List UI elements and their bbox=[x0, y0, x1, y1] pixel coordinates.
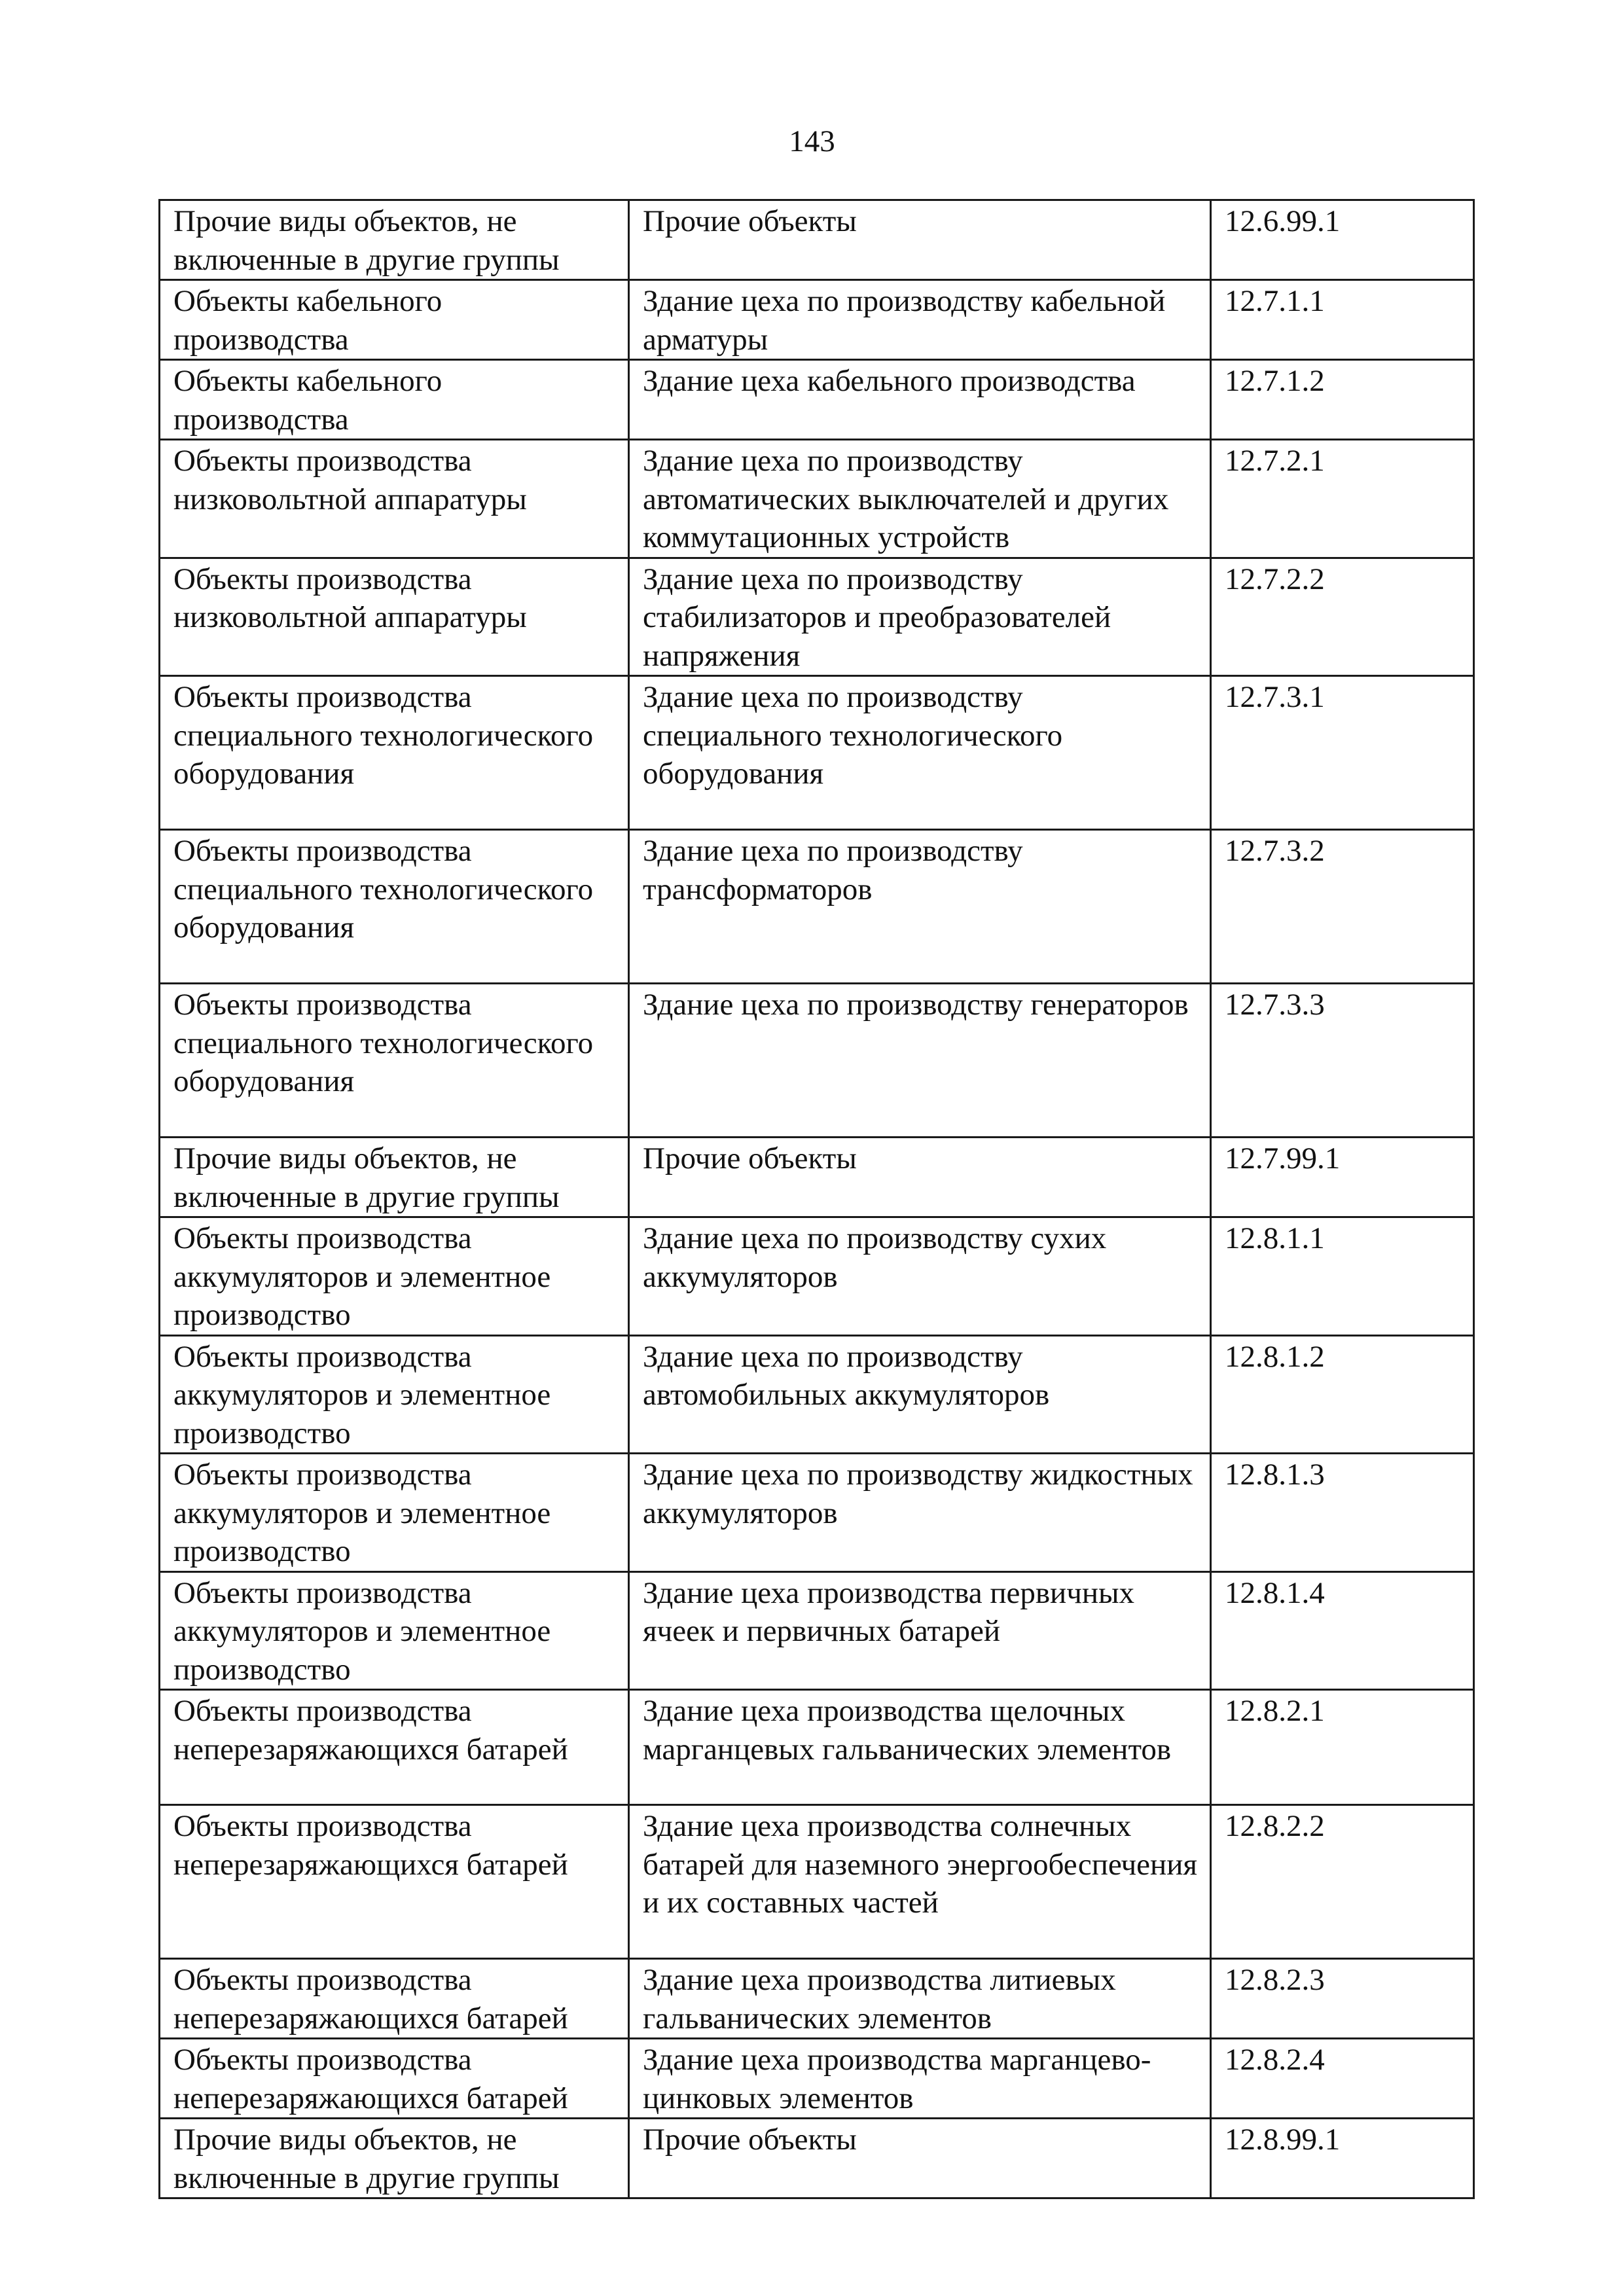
category-cell: Объекты производства неперезаряжающихся батарей bbox=[160, 1805, 629, 1959]
code-cell: 12.8.2.3 bbox=[1211, 1959, 1474, 2039]
code-cell: 12.8.99.1 bbox=[1211, 2119, 1474, 2198]
category-cell: Объекты производства низковольтной аппаратуры bbox=[160, 558, 629, 676]
code-cell: 12.8.1.2 bbox=[1211, 1335, 1474, 1454]
objects-table bbox=[158, 199, 1475, 2199]
category-cell: Объекты производства неперезаряжающихся батарей bbox=[160, 2039, 629, 2119]
table-row bbox=[160, 2119, 1474, 2198]
code-cell: 12.7.2.2 bbox=[1211, 558, 1474, 676]
object-cell: Здание цеха по производству жидкостных аккумуляторов bbox=[629, 1454, 1211, 1572]
category-cell: Объекты производства неперезаряжающихся батарей bbox=[160, 1690, 629, 1805]
table-row bbox=[160, 1454, 1474, 1572]
object-cell: Здание цеха производства солнечных батарей для наземного энергообеспечения и их составных частей bbox=[629, 1805, 1211, 1959]
table-row bbox=[160, 360, 1474, 440]
object-cell: Здание цеха кабельного производства bbox=[629, 360, 1211, 440]
code-cell: 12.6.99.1 bbox=[1211, 200, 1474, 280]
object-cell: Прочие объекты bbox=[629, 200, 1211, 280]
object-cell: Здание цеха производства щелочных марганцевых гальванических элементов bbox=[629, 1690, 1211, 1805]
object-cell: Здание цеха по производству генераторов bbox=[629, 984, 1211, 1138]
code-cell: 12.7.2.1 bbox=[1211, 440, 1474, 558]
category-cell: Объекты производства аккумуляторов и элементное производство bbox=[160, 1217, 629, 1336]
table-row bbox=[160, 1138, 1474, 1217]
code-cell: 12.7.1.1 bbox=[1211, 280, 1474, 360]
table-row bbox=[160, 2039, 1474, 2119]
category-cell: Прочие виды объектов, не включенные в другие группы bbox=[160, 2119, 629, 2198]
code-cell: 12.8.2.4 bbox=[1211, 2039, 1474, 2119]
category-cell: Объекты производства специального технологического оборудования bbox=[160, 984, 629, 1138]
object-cell: Прочие объекты bbox=[629, 2119, 1211, 2198]
category-cell: Прочие виды объектов, не включенные в другие группы bbox=[160, 1138, 629, 1217]
category-cell: Объекты производства специального технологического оборудования bbox=[160, 830, 629, 984]
table-row bbox=[160, 1959, 1474, 2039]
category-cell: Объекты производства неперезаряжающихся батарей bbox=[160, 1959, 629, 2039]
object-cell: Здание цеха производства марганцево-цинковых элементов bbox=[629, 2039, 1211, 2119]
category-cell: Объекты производства специального технологического оборудования bbox=[160, 676, 629, 830]
object-cell: Здание цеха по производству сухих аккумуляторов bbox=[629, 1217, 1211, 1336]
object-cell: Здание цеха производства литиевых гальванических элементов bbox=[629, 1959, 1211, 2039]
category-cell: Объекты кабельного производства bbox=[160, 280, 629, 360]
category-cell: Объекты производства низковольтной аппаратуры bbox=[160, 440, 629, 558]
table-row bbox=[160, 1805, 1474, 1959]
category-cell: Объекты кабельного производства bbox=[160, 360, 629, 440]
table-row bbox=[160, 1571, 1474, 1690]
code-cell: 12.8.2.2 bbox=[1211, 1805, 1474, 1959]
category-cell: Объекты производства аккумуляторов и элементное производство bbox=[160, 1335, 629, 1454]
code-cell: 12.7.1.2 bbox=[1211, 360, 1474, 440]
table-row bbox=[160, 1217, 1474, 1336]
code-cell: 12.8.1.4 bbox=[1211, 1571, 1474, 1690]
code-cell: 12.8.2.1 bbox=[1211, 1690, 1474, 1805]
table-row bbox=[160, 676, 1474, 830]
table-row bbox=[160, 558, 1474, 676]
code-cell: 12.7.3.1 bbox=[1211, 676, 1474, 830]
object-cell: Здание цеха по производству кабельной арматуры bbox=[629, 280, 1211, 360]
category-cell: Прочие виды объектов, не включенные в другие группы bbox=[160, 200, 629, 280]
table-row bbox=[160, 200, 1474, 280]
code-cell: 12.7.3.3 bbox=[1211, 984, 1474, 1138]
page-number: 143 bbox=[789, 124, 835, 158]
table-row bbox=[160, 1335, 1474, 1454]
category-cell: Объекты производства аккумуляторов и элементное производство bbox=[160, 1454, 629, 1572]
code-cell: 12.8.1.1 bbox=[1211, 1217, 1474, 1336]
object-cell: Здание цеха по производству трансформаторов bbox=[629, 830, 1211, 984]
object-cell: Здание цеха по производству специального технологического оборудования bbox=[629, 676, 1211, 830]
object-cell: Здание цеха по производству автомобильных аккумуляторов bbox=[629, 1335, 1211, 1454]
object-cell: Здание цеха по производству автоматических выключателей и других коммутационных устройств bbox=[629, 440, 1211, 558]
code-cell: 12.7.3.2 bbox=[1211, 830, 1474, 984]
object-cell: Прочие объекты bbox=[629, 1138, 1211, 1217]
object-cell: Здание цеха по производству стабилизаторов и преобразователей напряжения bbox=[629, 558, 1211, 676]
category-cell: Объекты производства аккумуляторов и элементное производство bbox=[160, 1571, 629, 1690]
object-cell: Здание цеха производства первичных ячеек и первичных батарей bbox=[629, 1571, 1211, 1690]
table-row bbox=[160, 1690, 1474, 1805]
code-cell: 12.7.99.1 bbox=[1211, 1138, 1474, 1217]
table-row bbox=[160, 830, 1474, 984]
code-cell: 12.8.1.3 bbox=[1211, 1454, 1474, 1572]
table-row bbox=[160, 440, 1474, 558]
table-row bbox=[160, 280, 1474, 360]
table-row bbox=[160, 984, 1474, 1138]
